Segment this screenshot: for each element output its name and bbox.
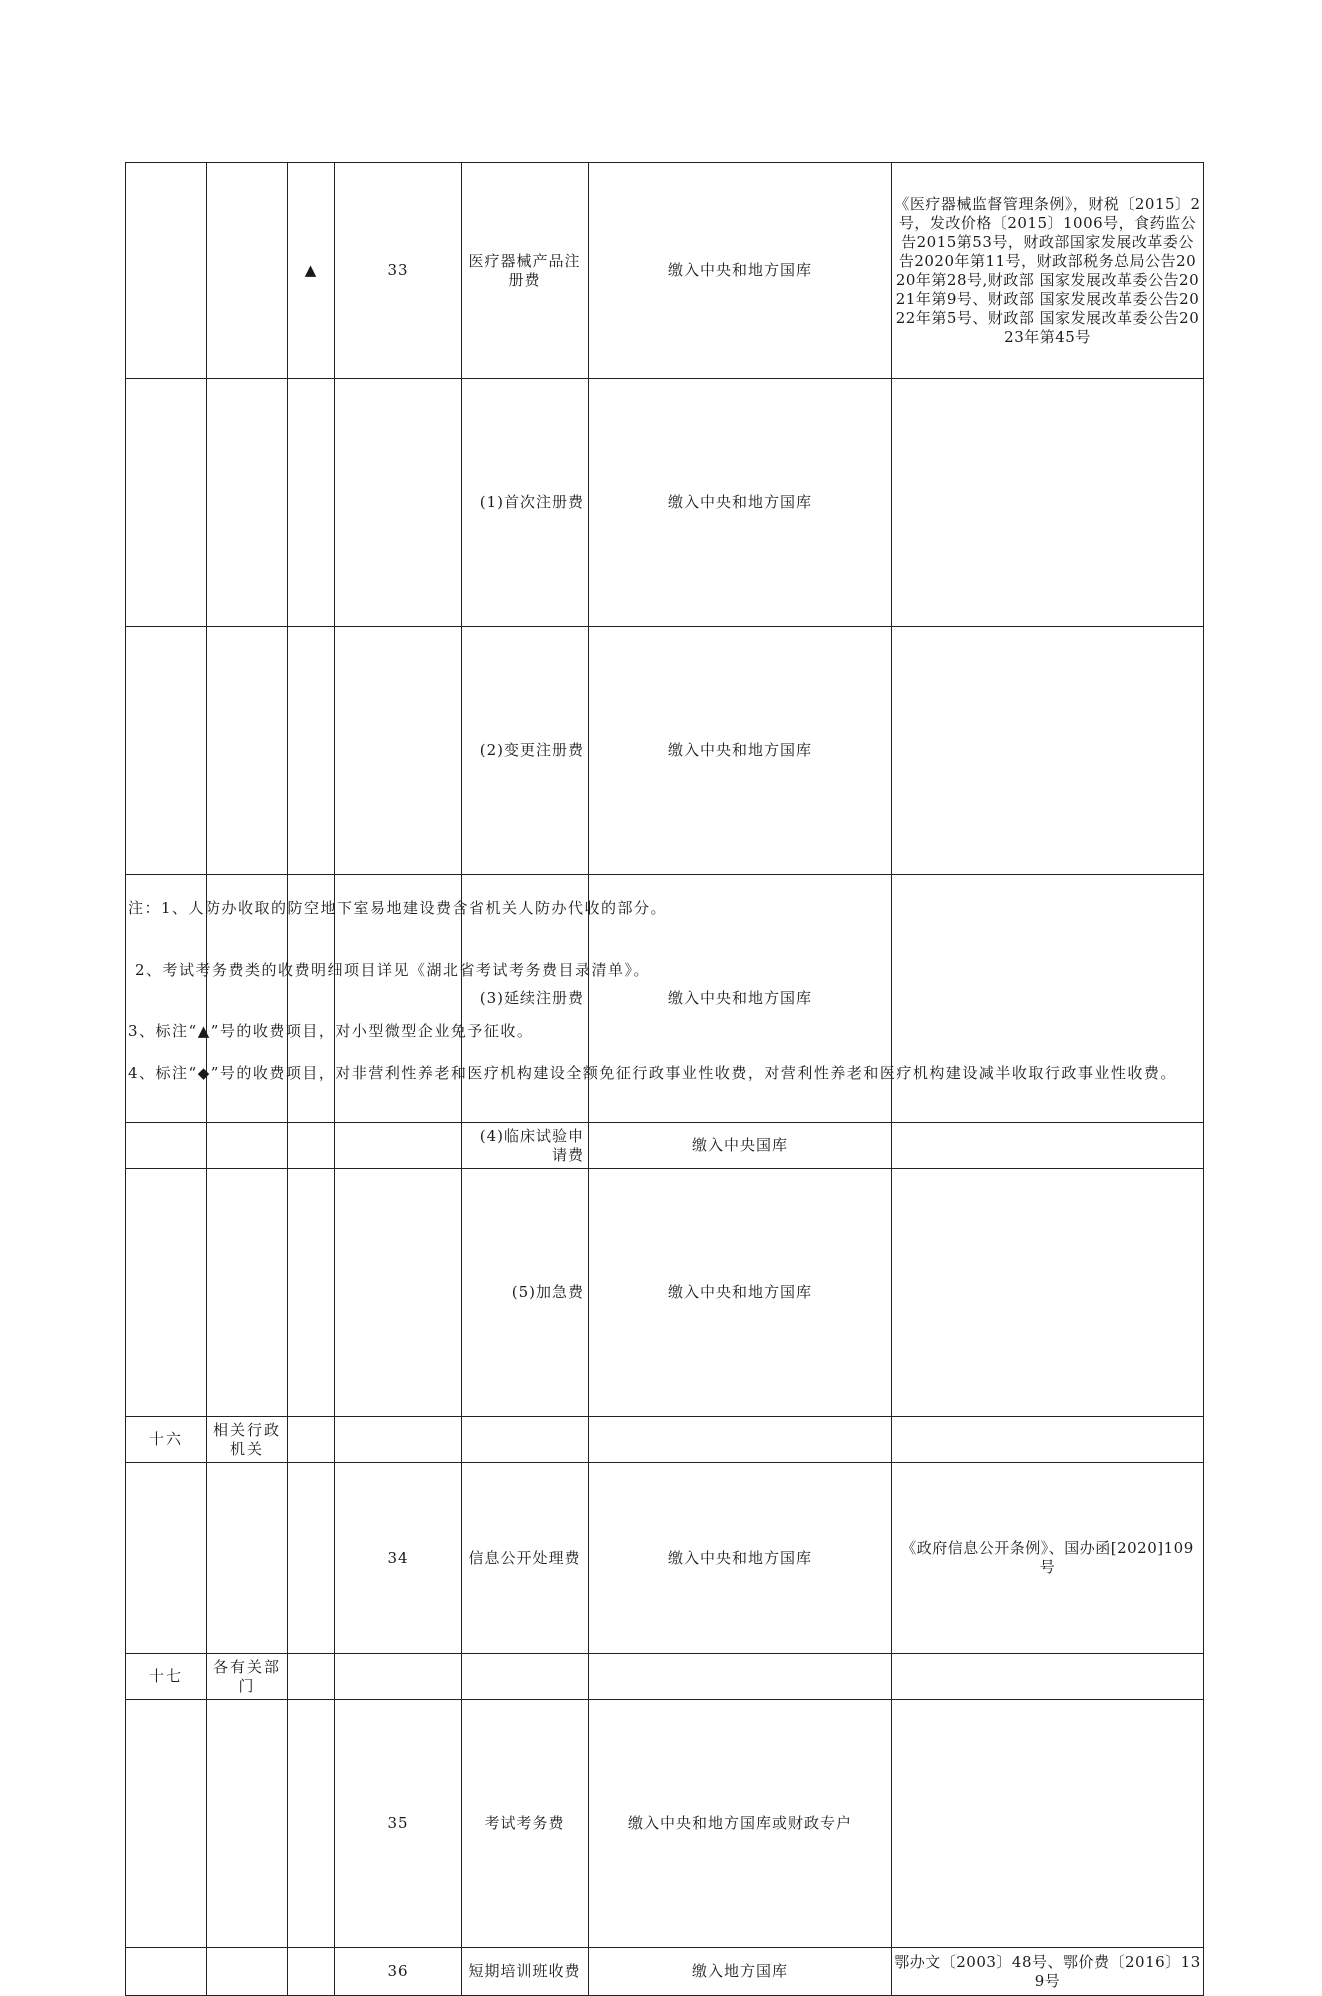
destination-cell [589,1654,892,1700]
mark-cell [288,1948,335,1996]
category-cell [126,1948,207,1996]
note-1: 注：1、人防办收取的防空地下室易地建设费含省机关人防办代收的部分。 [128,899,668,917]
department-cell [207,1169,288,1417]
basis-cell [892,1417,1204,1463]
category-cell [126,1123,207,1169]
basis-cell [892,627,1204,875]
category-cell: 十七 [126,1654,207,1700]
mark-cell [288,1700,335,1948]
destination-cell: 缴入中央和地方国库 [589,875,892,1123]
fee-name-cell: (1)首次注册费 [462,379,589,627]
department-cell [207,627,288,875]
department-cell [207,1700,288,1948]
table-row [126,163,1204,379]
note-2: 2、考试考务费类的收费明细项目详见《湖北省考试考务费目录清单》。 [135,961,651,979]
mark-cell [288,1654,335,1700]
basis-cell: 《政府信息公开条例》、国办函[2020]109号 [892,1463,1204,1654]
basis-cell [892,1123,1204,1169]
item-number-cell [335,379,462,627]
item-number-cell [335,1654,462,1700]
mark-cell [288,627,335,875]
mark-cell [288,379,335,627]
table-row [126,1948,1204,1996]
item-number-cell [335,1123,462,1169]
fee-name-cell: 考试考务费 [462,1700,589,1948]
note-4: 4、标注“◆”号的收费项目，对非营利性养老和医疗机构建设全额免征行政事业性收费，对营利性养老和医疗机构建设减半收取行政事业性收费。 [128,1064,1177,1082]
item-number-cell [335,1169,462,1417]
department-cell [207,379,288,627]
table-row [126,1417,1204,1463]
destination-cell: 缴入地方国库 [589,1948,892,1996]
destination-cell: 缴入中央和地方国库或财政专户 [589,1700,892,1948]
basis-cell [892,1169,1204,1417]
department-cell [207,163,288,379]
category-cell [126,163,207,379]
item-number-cell: 33 [335,163,462,379]
note-3: 3、标注“▲”号的收费项目，对小型微型企业免予征收。 [128,1022,534,1040]
fee-name-cell: 医疗器械产品注册费 [462,163,589,379]
basis-cell [892,1654,1204,1700]
mark-cell [288,1463,335,1654]
fee-name-cell: (2)变更注册费 [462,627,589,875]
basis-cell [892,1700,1204,1948]
table-row [126,627,1204,875]
destination-cell: 缴入中央和地方国库 [589,379,892,627]
destination-cell: 缴入中央和地方国库 [589,1463,892,1654]
basis-cell [892,379,1204,627]
destination-cell: 缴入中央国库 [589,1123,892,1169]
category-cell [126,1463,207,1654]
item-number-cell [335,1417,462,1463]
fee-name-cell: (4)临床试验申请费 [462,1123,589,1169]
destination-cell [589,1417,892,1463]
item-number-cell: 34 [335,1463,462,1654]
department-cell [207,1123,288,1169]
item-number-cell: 36 [335,1948,462,1996]
basis-cell: 《医疗器械监督管理条例》，财税〔2015〕2号，发改价格〔2015〕1006号，食药监公告2015第53号，财政部国家发展改革委公告2020年第11号，财政部税务总局公告2020年第28号,财政部 国家发展改革委公告2021年第9号、财政部 国家发展改革委公告2022年第5号、财政部 国家发展改革委公告2023年第45号 [892,163,1204,379]
destination-cell: 缴入中央和地方国库 [589,163,892,379]
category-cell [126,1169,207,1417]
table-row [126,1123,1204,1169]
fee-name-cell [462,1654,589,1700]
category-cell [126,627,207,875]
table-row [126,379,1204,627]
category-cell [126,1700,207,1948]
department-cell [207,1948,288,1996]
destination-cell: 缴入中央和地方国库 [589,1169,892,1417]
fee-name-cell: (3)延续注册费 [462,875,589,1123]
item-number-cell: 35 [335,1700,462,1948]
destination-cell: 缴入中央和地方国库 [589,627,892,875]
mark-cell: ▲ [288,163,335,379]
fee-name-cell [462,1417,589,1463]
fee-name-cell: 短期培训班收费 [462,1948,589,1996]
mark-cell [288,1169,335,1417]
category-cell [126,379,207,627]
table-row [126,1654,1204,1700]
fee-name-cell: (5)加急费 [462,1169,589,1417]
department-cell: 各有关部门 [207,1654,288,1700]
department-cell: 相关行政机关 [207,1417,288,1463]
table-row [126,1700,1204,1948]
mark-cell [288,1417,335,1463]
department-cell [207,1463,288,1654]
fee-name-cell: 信息公开处理费 [462,1463,589,1654]
mark-cell [288,1123,335,1169]
item-number-cell [335,627,462,875]
table-row [126,1463,1204,1654]
table-row [126,1169,1204,1417]
basis-cell: 鄂办文〔2003〕48号、鄂价费〔2016〕139号 [892,1948,1204,1996]
category-cell: 十六 [126,1417,207,1463]
